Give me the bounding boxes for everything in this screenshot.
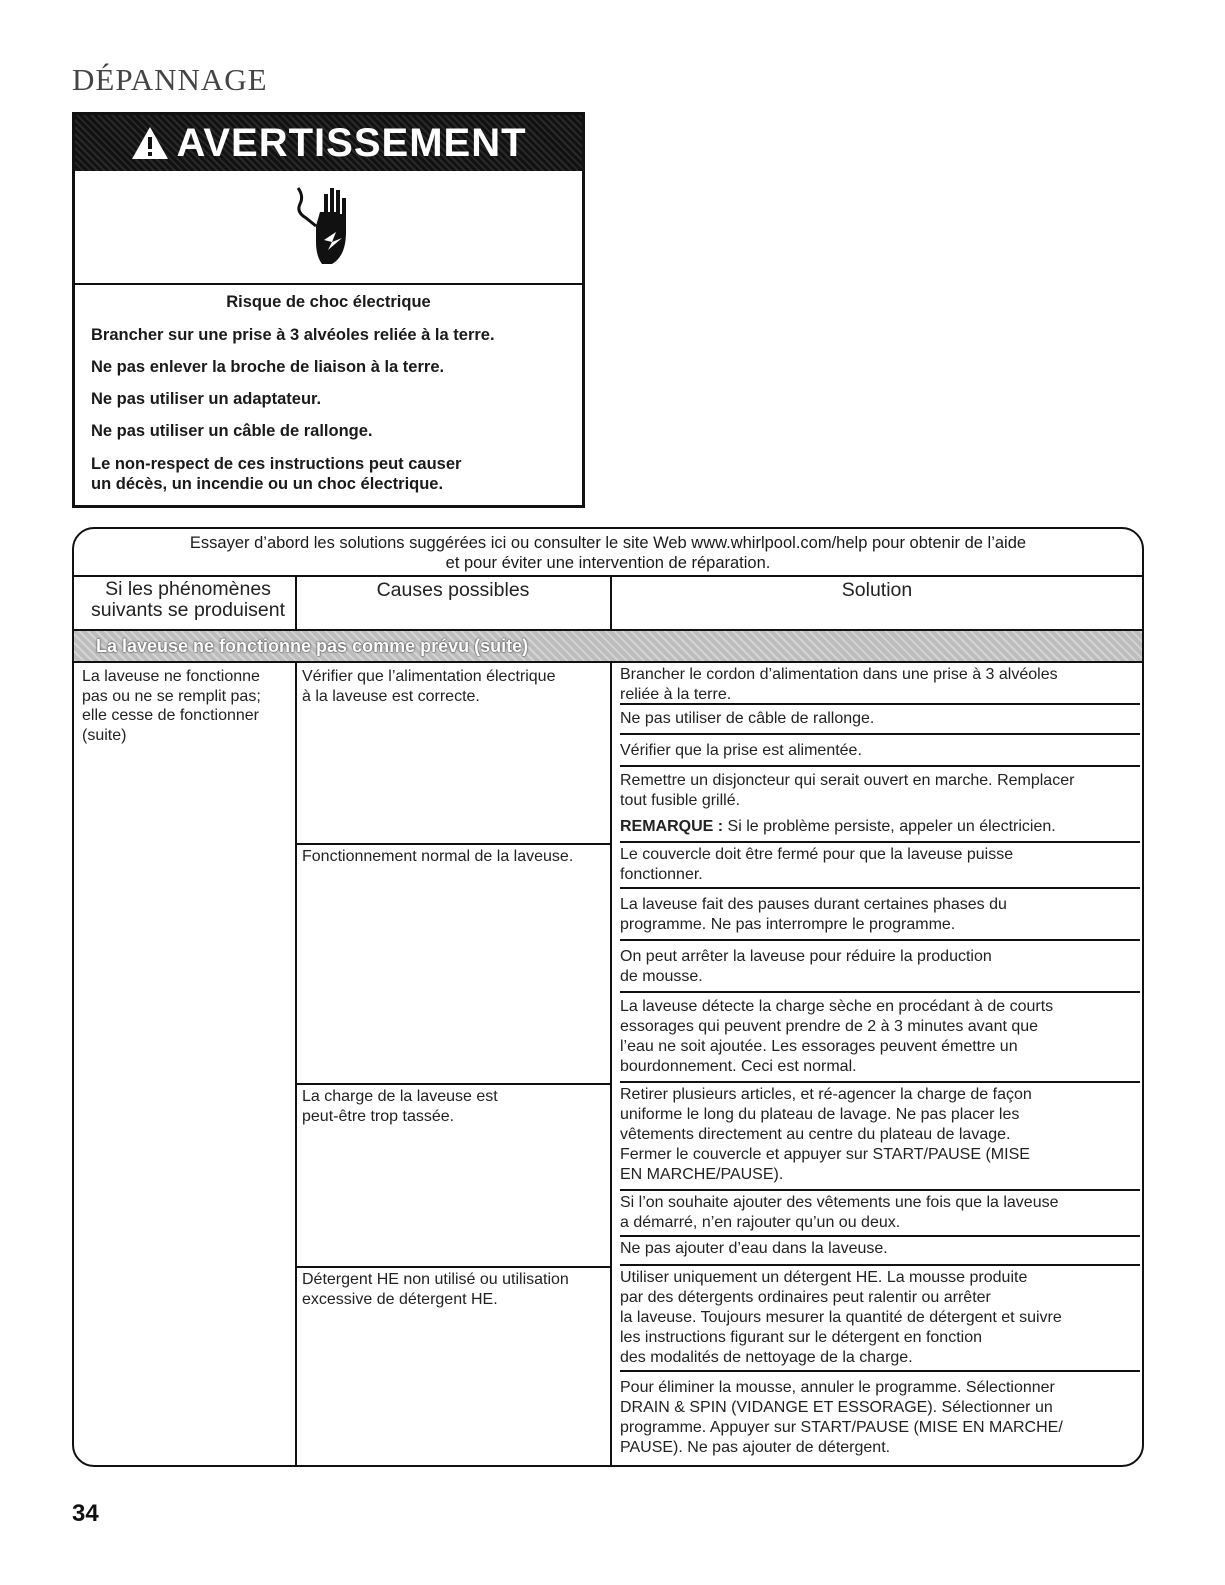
warning-consequence-2: un décès, un incendie ou un choc électrique. (91, 475, 444, 493)
solution-row (620, 843, 1140, 889)
cause-line: Fonctionnement normal de la laveuse. (302, 848, 574, 865)
troubleshooting-table (72, 527, 1144, 1467)
solution-row (620, 1372, 1140, 1464)
solution-line: Fermer le couvercle et appuyer sur START/PAUSE (MISE (620, 1146, 1030, 1163)
solution-line: l’eau ne soit ajoutée. Les essorages peuvent émettre un (620, 1038, 1018, 1055)
solution-row (620, 1191, 1140, 1237)
warning-line: Brancher sur une prise à 3 alvéoles reliée à la terre. (91, 326, 495, 344)
solution-row (620, 993, 1140, 1083)
warning-consequence-1: Le non-respect de ces instructions peut causer (91, 455, 462, 473)
solution-line: Le couvercle doit être fermé pour que la laveuse puisse (620, 846, 1014, 863)
solution-row (620, 1266, 1140, 1372)
solution-line: Brancher le cordon d’alimentation dans une prise à 3 alvéoles (620, 666, 1058, 683)
cause-line: Vérifier que l’alimentation électrique (302, 668, 556, 685)
divider (74, 575, 1142, 577)
table-intro (74, 533, 1142, 573)
solution-line: des modalités de nettoyage de la charge. (620, 1349, 913, 1366)
solution-line: PAUSE). Ne pas ajouter de détergent. (620, 1439, 891, 1456)
solution-line: essorages qui peuvent prendre de 2 à 3 minutes avant que (620, 1018, 1039, 1035)
table-intro-line: Essayer d’abord les solutions suggérées ici ou consulter le site Web www.whirlpool.com/help pour obtenir de l’aide (189, 534, 1027, 552)
solution-line: Remettre un disjoncteur qui serait ouvert en marche. Remplacer (620, 772, 1075, 789)
solution-line: uniforme le long du plateau de lavage. Ne pas placer les (620, 1106, 1020, 1123)
solution-row (620, 1237, 1140, 1266)
hazard-area (75, 171, 582, 285)
cause-line: peut-être trop tassée. (302, 1108, 455, 1125)
solution-row (620, 889, 1140, 941)
note-label: REMARQUE : (620, 818, 724, 835)
cause-line: excessive de détergent HE. (302, 1291, 498, 1308)
warning-line: Ne pas utiliser un adaptateur. (91, 390, 322, 408)
warning-line: Ne pas utiliser un câble de rallonge. (91, 422, 373, 440)
warning-text (75, 285, 582, 494)
symptom-line: (suite) (82, 726, 127, 744)
column-header-causes: Causes possibles (376, 579, 530, 601)
column-header-solution: Solution (841, 579, 913, 601)
page-title: DÉPANNAGE (72, 62, 268, 97)
cause-cell-detergent (302, 1270, 608, 1310)
warning-header (75, 115, 582, 171)
warning-line: Ne pas enlever la broche de liaison à la terre. (91, 358, 445, 376)
solution-line: a démarré, n’en rajouter qu’un ou deux. (620, 1214, 901, 1231)
electric-shock-hand-icon (294, 182, 364, 272)
solution-note (620, 817, 1136, 837)
solution-line: Utiliser uniquement un détergent HE. La mousse produite (620, 1269, 1028, 1286)
solution-line: vêtements directement au centre du plateau de lavage. (620, 1126, 1011, 1143)
solution-line: On peut arrêter la laveuse pour réduire la production (620, 948, 992, 965)
cause-line: Détergent HE non utilisé ou utilisation (302, 1271, 569, 1288)
solution-line: de mousse. (620, 968, 703, 985)
solution-row (620, 941, 1140, 993)
section-label: La laveuse ne fonctionne pas comme prévu (suite) (96, 636, 529, 656)
solution-line: les instructions figurant sur le détergent en fonction (620, 1329, 982, 1346)
solution-line: EN MARCHE/PAUSE). (620, 1166, 784, 1183)
section-header (74, 629, 1142, 663)
column-header-symptoms (82, 579, 294, 621)
symptom-line: La laveuse ne fonctionne (82, 668, 260, 685)
column-divider (610, 663, 612, 1467)
solution-line: programme. Ne pas interrompre le programme. (620, 916, 956, 933)
warning-box (72, 112, 585, 508)
symptom-cell (82, 667, 292, 745)
column-divider (295, 663, 297, 1467)
warning-title: AVERTISSEMENT (176, 120, 527, 165)
cause-cell-normal (302, 847, 608, 867)
symptom-line: pas ou ne se remplit pas; (82, 687, 261, 705)
solution-line: reliée à la terre. (620, 686, 732, 703)
solution-line: Ne pas utiliser de câble de rallonge. (620, 710, 875, 727)
symptom-line: elle cesse de fonctionner (82, 707, 259, 724)
warning-heading: Risque de choc électrique (226, 293, 431, 311)
solution-line: Ne pas ajouter d’eau dans la laveuse. (620, 1240, 888, 1257)
solution-line: Si l’on souhaite ajouter des vêtements une fois que la laveuse (620, 1194, 1059, 1211)
solution-row (620, 663, 1140, 705)
solution-line: bourdonnement. Ceci est normal. (620, 1058, 857, 1075)
cause-line: à la laveuse est correcte. (302, 688, 480, 705)
note-text: Si le problème persiste, appeler un électricien. (723, 818, 1056, 835)
solution-line: Pour éliminer la mousse, annuler le programme. Sélectionner (620, 1379, 1055, 1396)
solution-line: par des détergents ordinaires peut ralentir ou arrêter (620, 1289, 991, 1306)
divider (297, 1083, 610, 1085)
warning-triangle-icon (130, 125, 170, 161)
solution-line: DRAIN & SPIN (VIDANGE ET ESSORAGE). Sélectionner un (620, 1399, 1053, 1416)
solution-line: la laveuse. Toujours mesurer la quantité de détergent et suivre (620, 1309, 1062, 1326)
solution-line: fonctionner. (620, 866, 703, 883)
solution-line: tout fusible grillé. (620, 792, 741, 809)
cause-line: La charge de la laveuse est (302, 1088, 498, 1105)
solution-row (620, 1083, 1140, 1191)
column-header-symptoms-line: suivants se produisent (90, 599, 286, 621)
solution-line: Vérifier que la prise est alimentée. (620, 742, 862, 759)
solution-row (620, 767, 1140, 843)
column-header-symptoms-line: Si les phénomènes (105, 578, 271, 600)
cause-cell-overload (302, 1087, 608, 1127)
solution-row (620, 735, 1140, 767)
page-number: 34 (72, 1500, 99, 1527)
solution-line: La laveuse détecte la charge sèche en procédant à de courts (620, 998, 1054, 1015)
solution-line: La laveuse fait des pauses durant certaines phases du (620, 896, 1007, 913)
table-intro-line: et pour éviter une intervention de réparation. (445, 554, 771, 572)
solution-line: programme. Appuyer sur START/PAUSE (MISE EN MARCHE/ (620, 1419, 1063, 1436)
solution-line: Retirer plusieurs articles, et ré-agencer la charge de façon (620, 1086, 1032, 1103)
solution-row (620, 705, 1140, 735)
divider (297, 1266, 610, 1268)
cause-cell-power (302, 667, 608, 707)
divider (297, 843, 610, 845)
